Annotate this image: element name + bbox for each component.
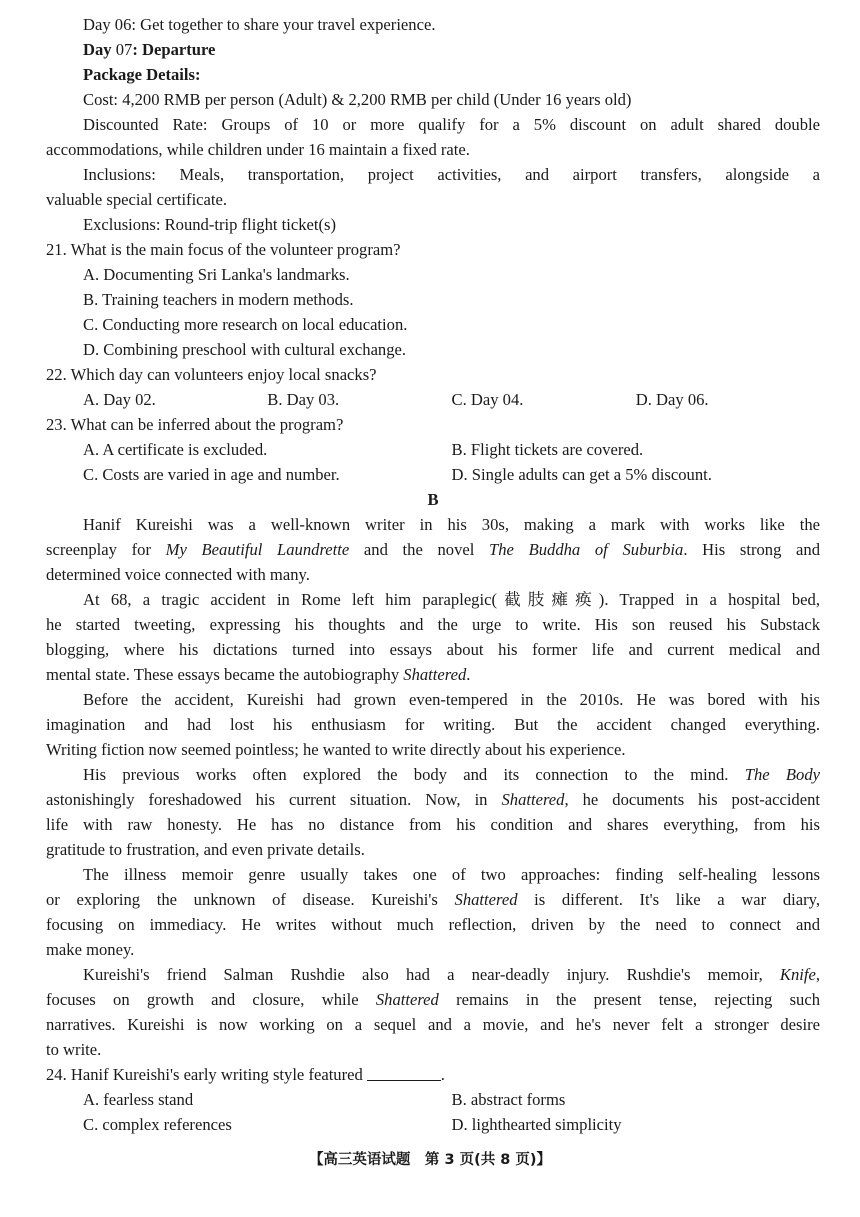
text-run: focuses on growth and closure, while	[46, 990, 376, 1009]
question-22-option-a: A. Day 02.	[83, 390, 156, 409]
question-24-options-row1	[46, 1087, 820, 1112]
text-run: Kureishi's friend Salman Rushdie also had a near-deadly injury. Rushdie's memoir,	[83, 965, 780, 984]
text-run: screenplay for	[46, 540, 166, 559]
answer-blank	[367, 1063, 441, 1081]
question-23-options-row1	[46, 437, 820, 462]
question-24-text: 24. Hanif Kureishi's early writing style featured	[46, 1065, 363, 1084]
question-21-option-d: D. Combining preschool with cultural exchange.	[83, 340, 407, 359]
question-24-option-b: B. abstract forms	[451, 1090, 566, 1109]
day07-line	[46, 37, 820, 62]
text-run: is different. It's like a war diary,	[517, 890, 820, 909]
text-run: remains in the present tense, rejecting such	[438, 990, 820, 1009]
question-21-option-b: B. Training teachers in modern methods.	[83, 290, 354, 309]
question-22-stem: 22. Which day can volunteers enjoy local snacks?	[46, 365, 377, 384]
passage-p3-line3: Writing fiction now seemed pointless; he wanted to write directly about his experience.	[46, 740, 626, 759]
day07-number: 07	[111, 40, 133, 59]
question-22-options	[46, 387, 820, 412]
work-title: The Buddha of Suburbia	[489, 540, 684, 559]
question-23-option-b: B. Flight tickets are covered.	[451, 440, 644, 459]
text-run: . His strong and	[683, 540, 820, 559]
question-24-stem	[46, 1062, 820, 1087]
question-24-option-d: D. lighthearted simplicity	[451, 1115, 622, 1134]
passage-p6-line4: to write.	[46, 1040, 102, 1059]
passage-p5-line1: The illness memoir genre usually takes one of two approaches: finding self-healing lessons	[83, 865, 820, 884]
package-exclusions: Exclusions: Round-trip flight ticket(s)	[83, 215, 337, 234]
package-discount-line2: accommodations, while children under 16 maintain a fixed rate.	[46, 140, 470, 159]
passage-p6-line3: narratives. Kureishi is now working on a sequel and a movie, and he's never felt a stronger desire	[46, 1015, 820, 1034]
question-21-stem: 21. What is the main focus of the volunteer program?	[46, 240, 401, 259]
text-run: .	[440, 1065, 445, 1084]
passage-p2-line1: At 68, a tragic accident in Rome left him paraplegic(截肢瘫痪). Trapped in a hospital bed,	[83, 590, 820, 609]
passage-p1-line1: Hanif Kureishi was a well-known writer in his 30s, making a mark with works like the	[83, 515, 820, 534]
question-23-option-d: D. Single adults can get a 5% discount.	[451, 465, 712, 484]
page-footer: 【高三英语试题 第 3 页(共 8 页)】	[308, 1152, 552, 1168]
package-discount-line1: Discounted Rate: Groups of 10 or more qualify for a 5% discount on adult shared double	[83, 115, 820, 134]
passage-p2-line2: he started tweeting, expressing his thoughts and the urge to write. His son reused his Substack	[46, 615, 820, 634]
passage-p2-line3: blogging, where his dictations turned into essays about his former life and current medical and	[46, 640, 820, 659]
work-title: Shattered	[403, 665, 467, 684]
package-cost: Cost: 4,200 RMB per person (Adult) & 2,200 RMB per child (Under 16 years old)	[83, 90, 632, 109]
question-23-option-c: C. Costs are varied in age and number.	[83, 465, 340, 484]
question-23-stem: 23. What can be inferred about the program?	[46, 415, 344, 434]
passage-p4-line1	[46, 762, 820, 787]
passage-p4-line4: gratitude to frustration, and even private details.	[46, 840, 365, 859]
question-22-option-c: C. Day 04.	[451, 390, 524, 409]
work-title: My Beautiful Laundrette	[165, 540, 350, 559]
question-21-option-a: A. Documenting Sri Lanka's landmarks.	[83, 265, 350, 284]
passage-p3-line2: imagination and had lost his enthusiasm for writing. But the accident changed everything.	[46, 715, 820, 734]
question-24-option-c: C. complex references	[83, 1115, 232, 1134]
passage-p2-line4	[46, 662, 820, 687]
work-title: Shattered	[375, 990, 439, 1009]
question-24-options-row2	[46, 1112, 820, 1137]
question-22-option-b: B. Day 03.	[267, 390, 340, 409]
passage-p5-line2	[46, 887, 820, 912]
day07-text: : Departure	[132, 40, 216, 59]
text-run: , he documents his post-accident	[564, 790, 820, 809]
passage-p4-line2	[46, 787, 820, 812]
work-title: Knife	[779, 965, 816, 984]
package-heading: Package Details:	[83, 65, 201, 84]
question-21-option-c: C. Conducting more research on local education.	[83, 315, 408, 334]
text-run: astonishingly foreshadowed his current situation. Now, in	[46, 790, 502, 809]
text-run: mental state. These essays became the autobiography	[46, 665, 404, 684]
question-24-option-a: A. fearless stand	[83, 1090, 194, 1109]
question-23-option-a: A. A certificate is excluded.	[83, 440, 268, 459]
work-title: The Body	[744, 765, 820, 784]
work-title: Shattered	[501, 790, 565, 809]
passage-p5-line3: focusing on immediacy. He writes without much reflection, driven by the need to connect and	[46, 915, 820, 934]
passage-p6-line1	[46, 962, 820, 987]
text-run: .	[466, 665, 471, 684]
text-run: or exploring the unknown of disease. Kureishi's	[46, 890, 455, 909]
passage-p6-line2	[46, 987, 820, 1012]
work-title: Shattered	[454, 890, 518, 909]
day06-line: Day 06: Get together to share your travel experience.	[83, 15, 436, 34]
text-run: His previous works often explored the body and its connection to the mind.	[83, 765, 745, 784]
passage-p1-line3: determined voice connected with many.	[46, 565, 310, 584]
package-inclusions-line2: valuable special certificate.	[46, 190, 228, 209]
passage-p4-line3: life with raw honesty. He has no distance from his condition and shares everything, from his	[46, 815, 820, 834]
text-run: and the novel	[349, 540, 490, 559]
text-run: ,	[815, 965, 820, 984]
passage-p1-line2	[46, 537, 820, 562]
document-page	[46, 12, 820, 1137]
passage-p3-line1: Before the accident, Kureishi had grown even-tempered in the 2010s. He was bored with his	[83, 690, 820, 709]
section-b-heading: B	[427, 490, 439, 509]
question-23-options-row2	[46, 462, 820, 487]
package-inclusions-line1: Inclusions: Meals, transportation, project activities, and airport transfers, alongside a	[83, 165, 820, 184]
question-22-option-d: D. Day 06.	[635, 390, 709, 409]
passage-p5-line4: make money.	[46, 940, 135, 959]
day07-label: Day	[83, 40, 112, 59]
